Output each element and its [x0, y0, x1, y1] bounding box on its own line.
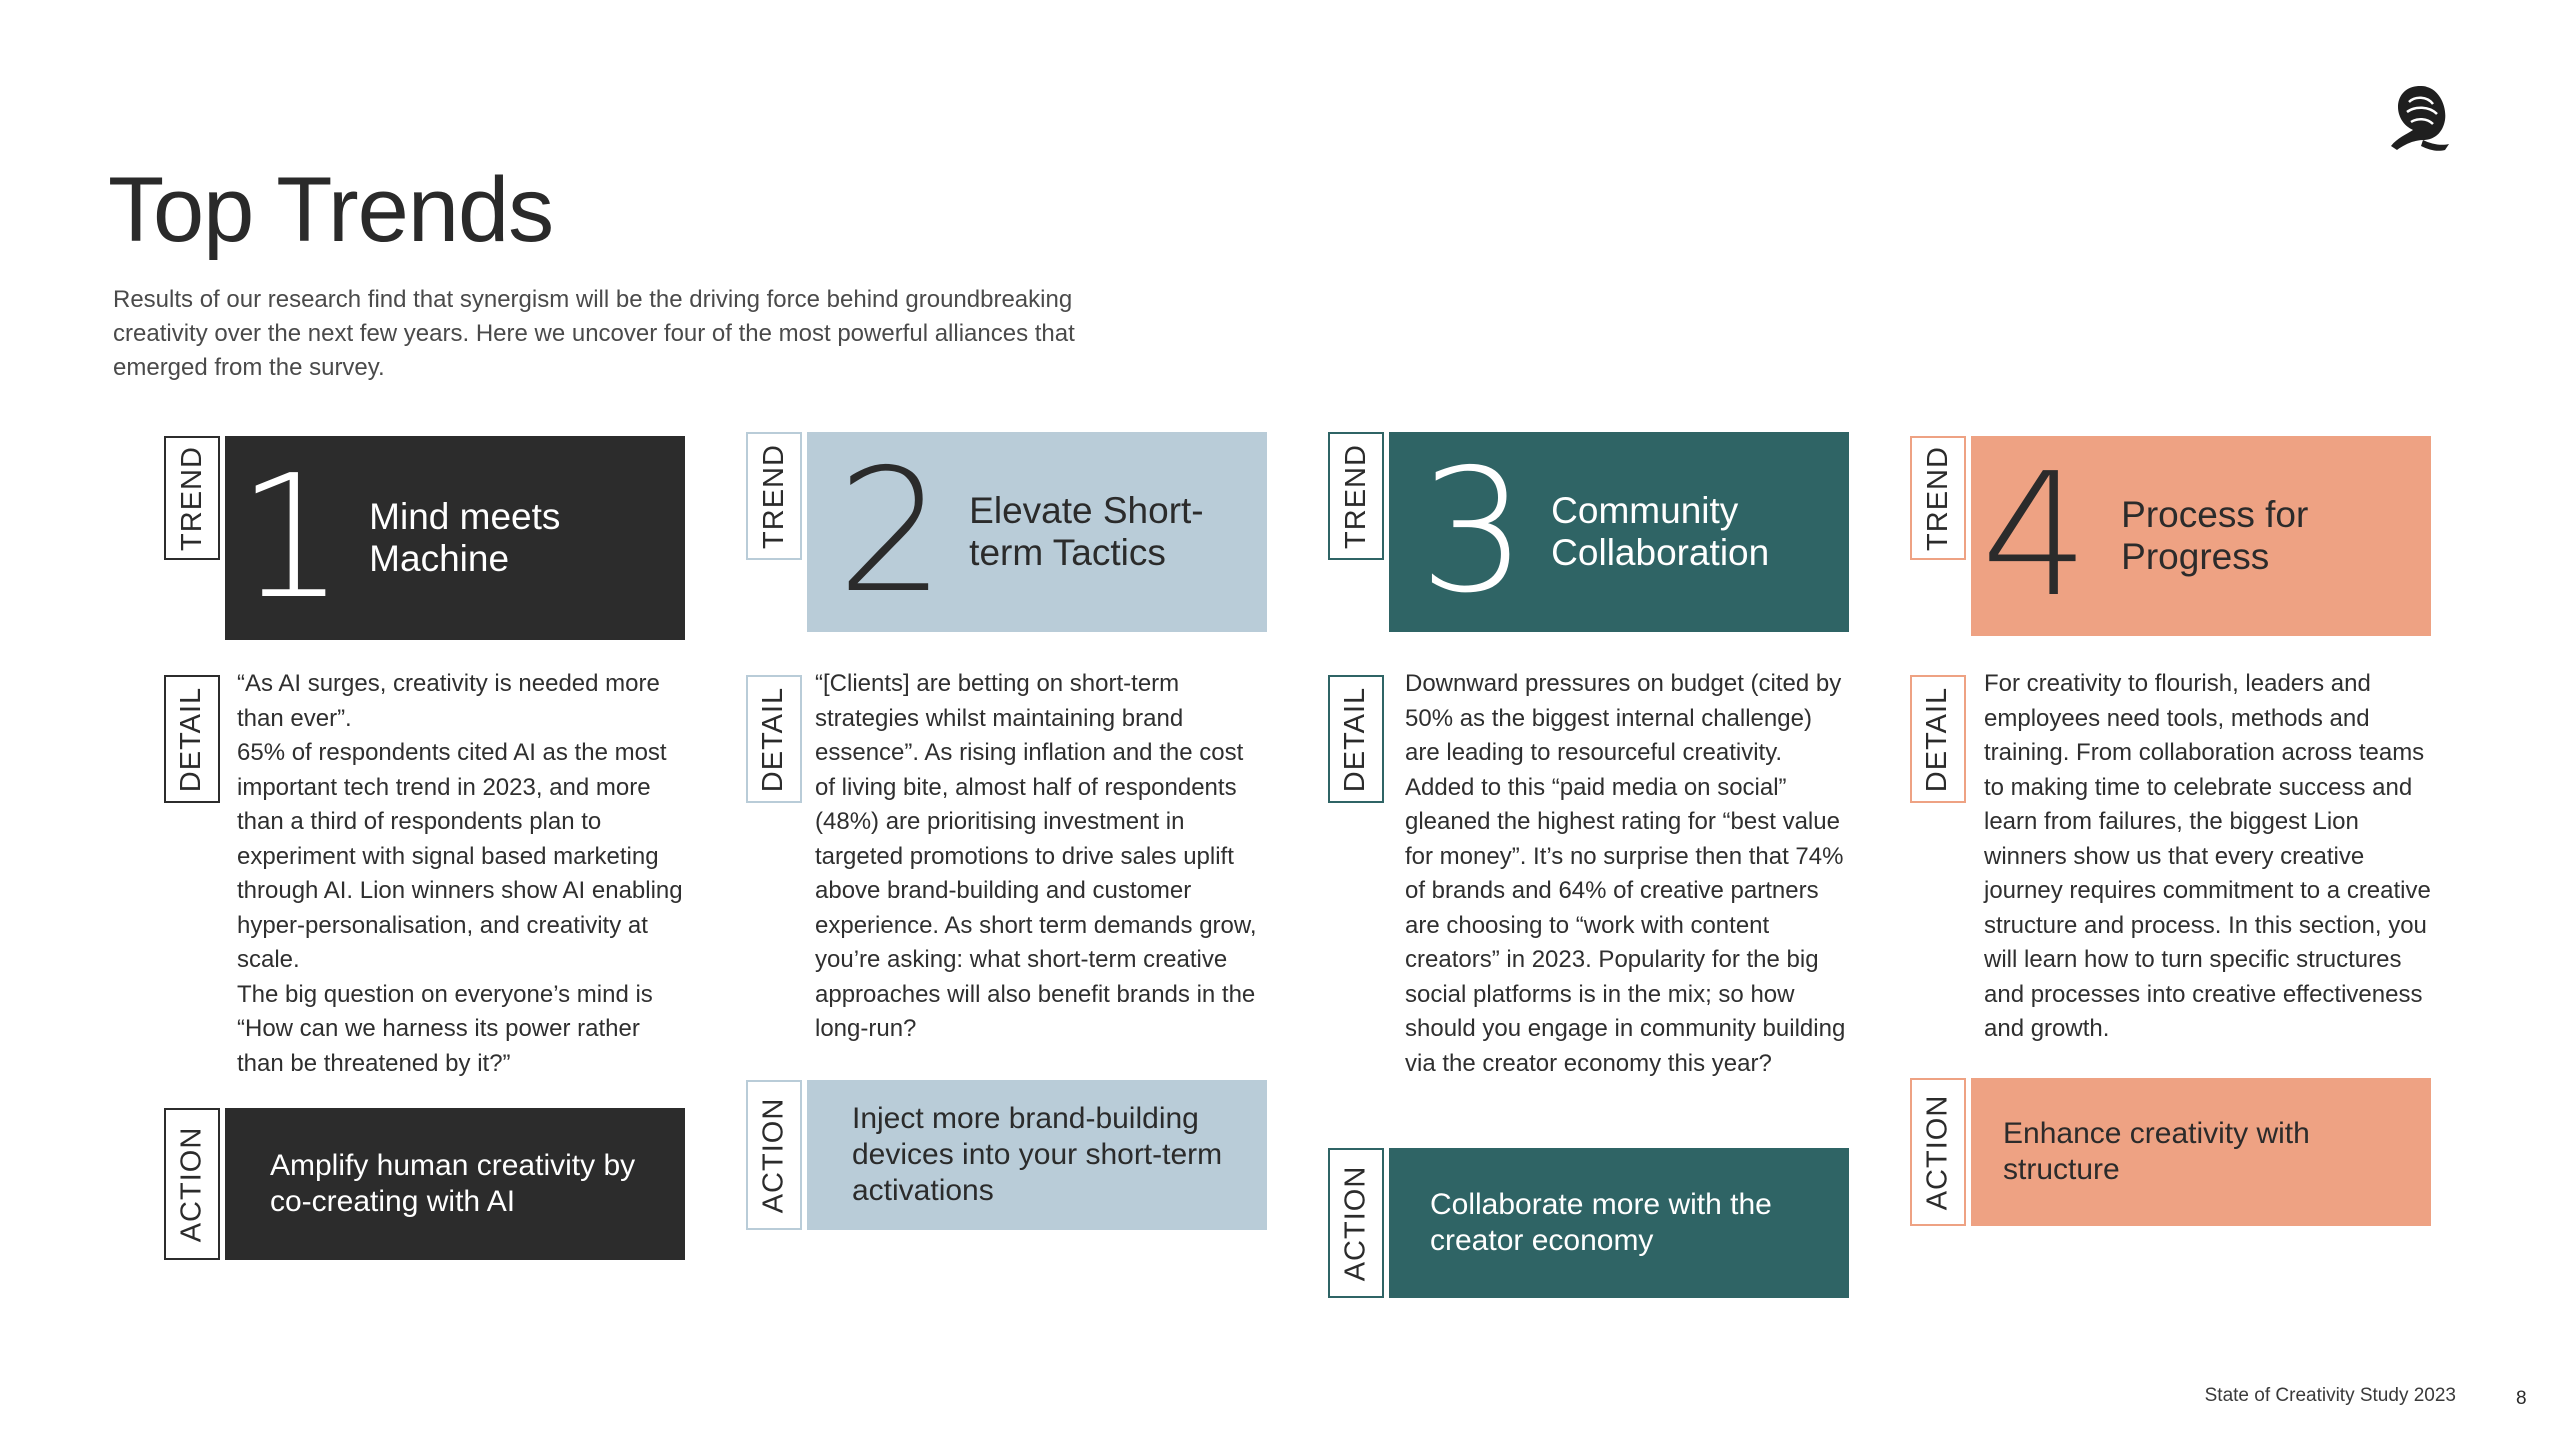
- action-card-3: [1389, 1148, 1849, 1298]
- trend-detail-2: “[Clients] are betting on short-term strategies whilst maintaining brand essence”. As rising inflation and the cost of living bite, almost half of respondents (48%) are prioritising investment in targeted promotions to drive sales uplift above brand-building and customer experience. As short term demands grow, you’re asking: what short-term creative approaches will also benefit brands in the long-run?: [815, 670, 1257, 1042]
- trend-tag-label: TREND: [175, 445, 208, 551]
- detail-tag-label: DETAIL: [1921, 686, 1954, 792]
- action-tag-label: ACTION: [1339, 1165, 1372, 1281]
- action-tag-4: [1910, 1078, 1966, 1226]
- detail-tag-label: DETAIL: [757, 686, 790, 792]
- trend-title-2: Elevate Short-term Tactics: [969, 490, 1204, 573]
- detail-tag-label: DETAIL: [1339, 686, 1372, 792]
- action-text-2: Inject more brand-building devices into your short-term activations: [852, 1102, 1223, 1207]
- action-text-3: Collaborate more with the creator economy: [1430, 1188, 1772, 1257]
- trend-card-4: [1971, 436, 2431, 636]
- trend-title-4: Process for Progress: [2121, 494, 2309, 577]
- cannes-lion-logo-icon: [2385, 80, 2455, 160]
- page-title: Top Trends: [108, 159, 554, 261]
- trend-title-1: Mind meets Machine: [369, 496, 561, 579]
- action-tag-1: [164, 1108, 220, 1260]
- trend-detail-3: Downward pressures on budget (cited by 50% as the biggest internal challenge) are leading to resourceful creativity. Added to this “paid media on social” gleaned the highest rating for “best value for money”. It’s no surprise then that 74% of brands and 64% of creative partners are choosing to “work with content creators” in 2023. Popularity for the big social platforms is in the mix; so how should you engage in community building via the creator economy this year?: [1405, 670, 1846, 1077]
- intro-paragraph: Results of our research find that synergism will be the driving force behind groundbreaking creativity over the next few years. Here we uncover four of the most powerful alliances that emerged from the survey.: [113, 286, 1075, 381]
- page-number: 8: [2516, 1388, 2527, 1409]
- trend-tag-label: TREND: [1339, 443, 1372, 549]
- trend-number-3: 3: [1419, 433, 1528, 631]
- detail-tag-4: [1910, 675, 1966, 803]
- footer-study-name: State of Creativity Study 2023: [2204, 1385, 2456, 1406]
- action-tag-label: ACTION: [175, 1126, 208, 1242]
- detail-tag-2: [746, 675, 802, 803]
- action-tag-2: [746, 1080, 802, 1230]
- trend-detail-1: “As AI surges, creativity is needed more than ever”. 65% of respondents cited AI as the most important tech trend in 2023, and more than a third of respondents plan to experiment with signal based marketing through AI. Lion winners show AI enabling hyper-personalisation, and creativity at scale. The big question on everyone’s mind is “How can we harness its power rather than be threatened by it?”: [237, 670, 683, 1077]
- trend-number-4: 4: [1981, 437, 2090, 635]
- trend-number-1: 1: [237, 439, 346, 637]
- action-tag-label: ACTION: [1921, 1094, 1954, 1210]
- detail-tag-1: [164, 675, 220, 803]
- trend-tag-2: [746, 432, 802, 560]
- trend-card-3: [1389, 432, 1849, 632]
- action-tag-3: [1328, 1148, 1384, 1298]
- trend-detail-4: For creativity to flourish, leaders and employees need tools, methods and training. From collaboration across teams to making time to celebrate success and learn from failures, the biggest Lion winners show us that every creative journey requires commitment to a creative structure and process. In this section, you will learn how to turn specific structures and processes into creative effectiveness and growth.: [1984, 670, 2431, 1042]
- trend-tag-4: [1910, 436, 1966, 560]
- trend-card-2: [807, 432, 1267, 632]
- action-card-1: [225, 1108, 685, 1260]
- action-text-4: Enhance creativity with structure: [2003, 1117, 2310, 1186]
- action-card-4: [1971, 1078, 2431, 1226]
- action-card-2: [807, 1080, 1267, 1230]
- trend-tag-label: TREND: [757, 443, 790, 549]
- detail-tag-3: [1328, 675, 1384, 803]
- detail-tag-label: DETAIL: [175, 686, 208, 792]
- action-text-1: Amplify human creativity by co-creating with AI: [270, 1149, 636, 1218]
- trend-tag-3: [1328, 432, 1384, 560]
- trend-tag-1: [164, 436, 220, 560]
- trend-tag-label: TREND: [1921, 445, 1954, 551]
- action-tag-label: ACTION: [757, 1097, 790, 1213]
- trend-number-2: 2: [837, 433, 946, 631]
- trend-card-1: [225, 436, 685, 640]
- trend-title-3: Community Collaboration: [1551, 490, 1770, 573]
